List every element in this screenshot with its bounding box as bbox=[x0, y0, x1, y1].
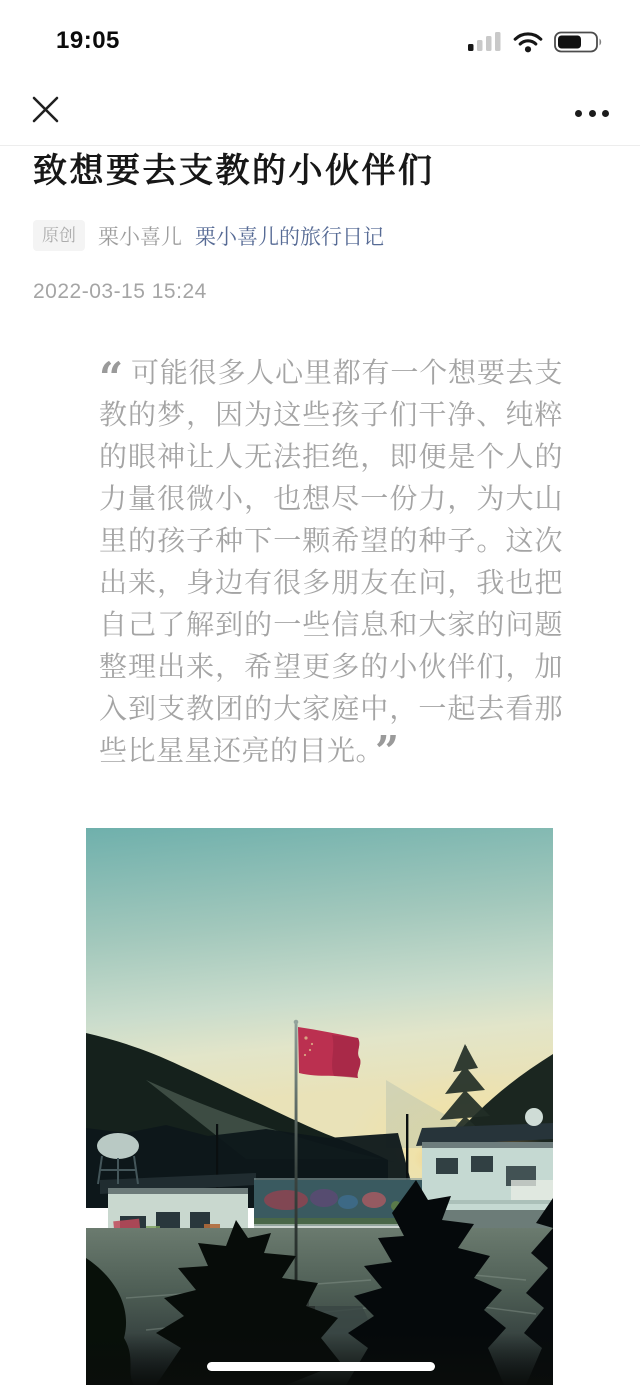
quote-text: 可能很多人心里都有一个想要去支教的梦，因为这些孩子们干净、纯粹的眼神让人无法拒绝，即便是个人的力量很微小，也想尽一份力，为大山里的孩子种下一颗希望的种子。这次出来，身边有很多朋友在问，我也把自己了解到的一些信息和大家的问题整理出来，希望更多的小伙伴们，加入到支教团的大家庭中，一起去看那些比星星还亮的目光。 bbox=[99, 357, 563, 766]
quote-block bbox=[99, 352, 563, 776]
status-icons bbox=[468, 31, 604, 58]
byline bbox=[33, 220, 384, 251]
article-title: 致想要去支教的小伙伴们 bbox=[33, 152, 435, 190]
ellipsis-icon bbox=[575, 110, 582, 117]
account-link[interactable]: 栗小喜儿的旅行日记 bbox=[195, 225, 384, 249]
close-x-icon bbox=[32, 96, 59, 123]
original-badge: 原创 bbox=[33, 220, 85, 251]
quote-open-mark: “ bbox=[99, 353, 124, 402]
battery-icon bbox=[554, 31, 604, 58]
status-time: 19:05 bbox=[56, 27, 120, 54]
publish-date: 2022-03-15 15:24 bbox=[33, 280, 207, 303]
quote-close-mark: ” bbox=[375, 727, 400, 776]
navbar-divider bbox=[0, 145, 640, 146]
wifi-icon bbox=[513, 31, 543, 58]
article-photo[interactable] bbox=[86, 828, 553, 1385]
cellular-signal-icon bbox=[468, 31, 502, 58]
close-button[interactable] bbox=[32, 96, 59, 123]
more-button[interactable] bbox=[575, 100, 609, 126]
home-indicator-handle[interactable] bbox=[207, 1362, 435, 1371]
author-name: 栗小喜儿 bbox=[98, 225, 182, 249]
